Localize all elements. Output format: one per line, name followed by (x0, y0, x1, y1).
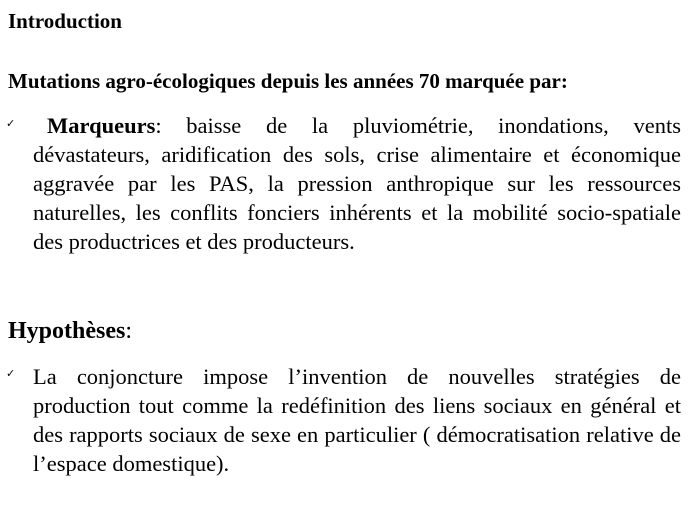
hypotheses-paragraph: La conjoncture impose l’invention de nouvelles stratégies de production tout comme la redéfinition des liens sociaux en général et des rapports sociaux de sexe en particulier ( démocratisation relative de l’espace domestique). (33, 364, 681, 476)
introduction-heading: Introduction (8, 9, 122, 33)
checkmark-bullet-icon: ✓ (6, 118, 16, 130)
checkmark-bullet-icon: ✓ (6, 368, 16, 380)
mutations-heading: Mutations agro-écologiques depuis les années 70 marquée par: (8, 69, 568, 93)
hypotheses-title: Hypothèses (8, 318, 126, 344)
marqueurs-label: Marqueurs (47, 113, 156, 138)
hypotheses-heading (8, 316, 132, 346)
marqueurs-text: : baisse de la pluviométrie, inondations, vents dévastateurs, aridification des sols, crise alimentaire et économique aggravée par les PAS, la pression anthropique sur les ressources naturelles, les conflits fonciers inhérents et la mobilité socio-spatiale des productrices et des producteurs. (33, 113, 681, 254)
marqueurs-paragraph (33, 111, 681, 256)
hypotheses-colon: : (125, 318, 133, 344)
